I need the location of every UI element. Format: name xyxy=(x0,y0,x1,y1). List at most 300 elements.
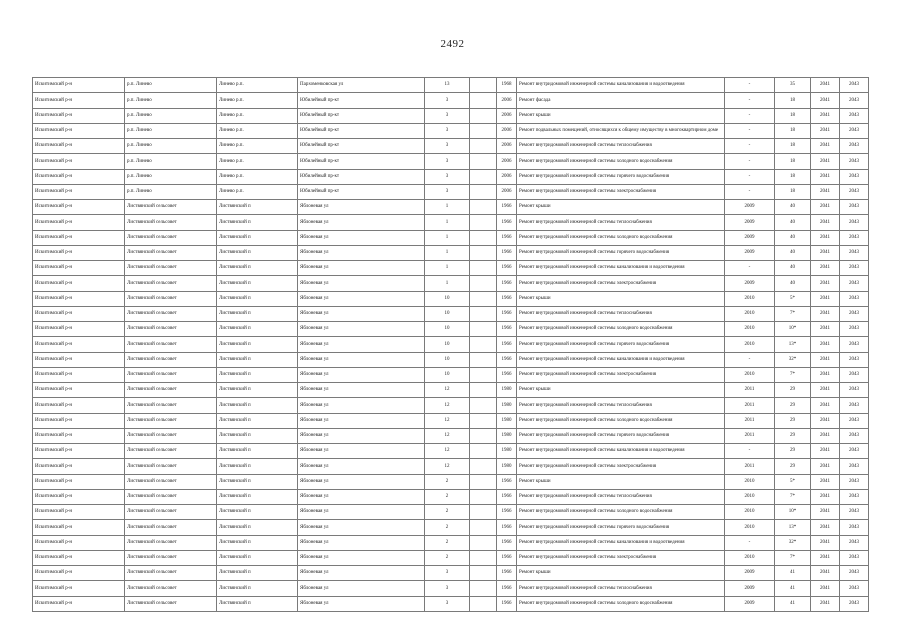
cell-house-number: 10 xyxy=(425,291,470,306)
cell-settlement: Линево р.п. xyxy=(217,169,298,184)
cell-period-end: 2043 xyxy=(840,306,869,321)
table-row xyxy=(33,200,869,215)
cell-last-repair-year: 2010 xyxy=(725,474,775,489)
cell-last-repair-year: 2011 xyxy=(725,428,775,443)
cell-street: Юбилейный пр-кт xyxy=(298,154,425,169)
cell-municipality: Листвянский сельсовет xyxy=(125,596,217,611)
cell-municipality: р.п. Линево xyxy=(125,139,217,154)
cell-work-type: Ремонт внутридомовой инженерной системы электроснабжения xyxy=(517,459,725,474)
cell-settlement: Листвянский п xyxy=(217,520,298,535)
cell-municipality: Листвянский сельсовет xyxy=(125,261,217,276)
cell-wear-percent: 7* xyxy=(775,367,811,382)
cell-house-number: 3 xyxy=(425,581,470,596)
cell-work-type: Ремонт внутридомовой инженерной системы горячего водоснабжения xyxy=(517,169,725,184)
cell-year-built: 1966 xyxy=(497,505,517,520)
cell-period-end: 2043 xyxy=(840,459,869,474)
cell-year-built: 1966 xyxy=(497,306,517,321)
cell-street: Яблоневая ул xyxy=(298,383,425,398)
cell-street: Яблоневая ул xyxy=(298,596,425,611)
cell-period-end: 2043 xyxy=(840,139,869,154)
cell-district: Искитимский р-н xyxy=(33,337,125,352)
cell-building xyxy=(470,596,497,611)
cell-last-repair-year: - xyxy=(725,352,775,367)
cell-work-type: Ремонт крыши xyxy=(517,474,725,489)
cell-period-end: 2043 xyxy=(840,444,869,459)
cell-district: Искитимский р-н xyxy=(33,230,125,245)
cell-period-start: 2041 xyxy=(811,108,840,123)
cell-street: Яблоневая ул xyxy=(298,505,425,520)
cell-house-number: 10 xyxy=(425,367,470,382)
table-row xyxy=(33,428,869,443)
cell-year-built: 1966 xyxy=(497,581,517,596)
cell-year-built: 2006 xyxy=(497,139,517,154)
cell-year-built: 1966 xyxy=(497,489,517,504)
cell-work-type: Ремонт внутридомовой инженерной системы теплоснабжения xyxy=(517,581,725,596)
cell-municipality: Листвянский сельсовет xyxy=(125,215,217,230)
cell-period-end: 2043 xyxy=(840,184,869,199)
cell-municipality: Листвянский сельсовет xyxy=(125,505,217,520)
cell-district: Искитимский р-н xyxy=(33,306,125,321)
table-row xyxy=(33,566,869,581)
cell-house-number: 3 xyxy=(425,596,470,611)
cell-municipality: р.п. Линево xyxy=(125,154,217,169)
cell-district: Искитимский р-н xyxy=(33,596,125,611)
cell-period-end: 2043 xyxy=(840,474,869,489)
cell-period-end: 2043 xyxy=(840,108,869,123)
cell-year-built: 1980 xyxy=(497,413,517,428)
cell-wear-percent: 32* xyxy=(775,535,811,550)
cell-year-built: 2006 xyxy=(497,108,517,123)
cell-period-end: 2043 xyxy=(840,398,869,413)
cell-last-repair-year: - xyxy=(725,93,775,108)
cell-wear-percent: 41 xyxy=(775,596,811,611)
cell-street: Яблоневая ул xyxy=(298,459,425,474)
table-row xyxy=(33,306,869,321)
cell-last-repair-year: - xyxy=(725,108,775,123)
cell-wear-percent: 35 xyxy=(775,78,811,93)
table-row xyxy=(33,352,869,367)
cell-building xyxy=(470,93,497,108)
cell-street: Юбилейный пр-кт xyxy=(298,139,425,154)
cell-period-end: 2043 xyxy=(840,245,869,260)
cell-house-number: 1 xyxy=(425,276,470,291)
cell-municipality: Листвянский сельсовет xyxy=(125,200,217,215)
cell-wear-percent: 5* xyxy=(775,474,811,489)
cell-year-built: 1980 xyxy=(497,459,517,474)
table-row xyxy=(33,413,869,428)
cell-year-built: 1966 xyxy=(497,230,517,245)
cell-settlement: Листвянский п xyxy=(217,581,298,596)
cell-street: Яблоневая ул xyxy=(298,200,425,215)
cell-street: Яблоневая ул xyxy=(298,428,425,443)
cell-year-built: 1966 xyxy=(497,215,517,230)
cell-building xyxy=(470,245,497,260)
cell-building xyxy=(470,184,497,199)
cell-period-end: 2043 xyxy=(840,93,869,108)
cell-settlement: Листвянский п xyxy=(217,337,298,352)
cell-period-start: 2041 xyxy=(811,139,840,154)
cell-building xyxy=(470,169,497,184)
cell-period-start: 2041 xyxy=(811,581,840,596)
cell-last-repair-year: 2009 xyxy=(725,566,775,581)
table-row xyxy=(33,337,869,352)
cell-street: Яблоневая ул xyxy=(298,550,425,565)
cell-work-type: Ремонт внутридомовой инженерной системы канализования и водоотведения xyxy=(517,261,725,276)
cell-municipality: р.п. Линево xyxy=(125,108,217,123)
cell-settlement: Листвянский п xyxy=(217,596,298,611)
cell-wear-percent: 40 xyxy=(775,276,811,291)
cell-last-repair-year: 2009 xyxy=(725,230,775,245)
cell-street: Яблоневая ул xyxy=(298,261,425,276)
cell-settlement: Линево р.п. xyxy=(217,184,298,199)
table-row xyxy=(33,550,869,565)
cell-wear-percent: 40 xyxy=(775,215,811,230)
cell-house-number: 13 xyxy=(425,78,470,93)
cell-settlement: Линево р.п. xyxy=(217,78,298,93)
cell-district: Искитимский р-н xyxy=(33,245,125,260)
cell-wear-percent: 18 xyxy=(775,154,811,169)
cell-wear-percent: 7* xyxy=(775,550,811,565)
cell-last-repair-year: - xyxy=(725,169,775,184)
cell-wear-percent: 29 xyxy=(775,383,811,398)
cell-house-number: 12 xyxy=(425,383,470,398)
cell-period-start: 2041 xyxy=(811,291,840,306)
cell-work-type: Ремонт внутридомовой инженерной системы канализования и водоотведения xyxy=(517,352,725,367)
cell-work-type: Ремонт внутридомовой инженерной системы холодного водоснабжения xyxy=(517,596,725,611)
cell-municipality: р.п. Линево xyxy=(125,78,217,93)
table-row xyxy=(33,276,869,291)
cell-street: Яблоневая ул xyxy=(298,306,425,321)
cell-period-start: 2041 xyxy=(811,566,840,581)
cell-last-repair-year: 2010 xyxy=(725,489,775,504)
cell-building xyxy=(470,550,497,565)
cell-municipality: р.п. Линево xyxy=(125,184,217,199)
cell-settlement: Листвянский п xyxy=(217,505,298,520)
table-row xyxy=(33,230,869,245)
cell-district: Искитимский р-н xyxy=(33,581,125,596)
cell-house-number: 3 xyxy=(425,93,470,108)
cell-building xyxy=(470,383,497,398)
cell-municipality: р.п. Линево xyxy=(125,93,217,108)
cell-wear-percent: 18 xyxy=(775,93,811,108)
cell-house-number: 10 xyxy=(425,337,470,352)
cell-settlement: Листвянский п xyxy=(217,322,298,337)
cell-district: Искитимский р-н xyxy=(33,276,125,291)
cell-work-type: Ремонт внутридомовой инженерной системы канализования и водоотведения xyxy=(517,444,725,459)
cell-period-end: 2043 xyxy=(840,566,869,581)
cell-building xyxy=(470,123,497,138)
cell-period-start: 2041 xyxy=(811,169,840,184)
cell-last-repair-year: - xyxy=(725,139,775,154)
cell-wear-percent: 5* xyxy=(775,291,811,306)
cell-settlement: Листвянский п xyxy=(217,444,298,459)
cell-work-type: Ремонт внутридомовой инженерной системы горячего водоснабжения xyxy=(517,428,725,443)
cell-settlement: Листвянский п xyxy=(217,352,298,367)
cell-house-number: 12 xyxy=(425,398,470,413)
cell-municipality: Листвянский сельсовет xyxy=(125,550,217,565)
cell-settlement: Листвянский п xyxy=(217,291,298,306)
cell-house-number: 3 xyxy=(425,154,470,169)
cell-wear-percent: 41 xyxy=(775,581,811,596)
cell-district: Искитимский р-н xyxy=(33,215,125,230)
cell-work-type: Ремонт внутридомовой инженерной системы электроснабжения xyxy=(517,276,725,291)
cell-wear-percent: 40 xyxy=(775,261,811,276)
cell-year-built: 2006 xyxy=(497,184,517,199)
cell-period-end: 2043 xyxy=(840,428,869,443)
cell-settlement: Листвянский п xyxy=(217,398,298,413)
cell-year-built: 1966 xyxy=(497,352,517,367)
cell-district: Искитимский р-н xyxy=(33,108,125,123)
cell-district: Искитимский р-н xyxy=(33,261,125,276)
cell-district: Искитимский р-н xyxy=(33,169,125,184)
cell-period-end: 2043 xyxy=(840,489,869,504)
cell-district: Искитимский р-н xyxy=(33,78,125,93)
cell-settlement: Листвянский п xyxy=(217,215,298,230)
cell-house-number: 1 xyxy=(425,200,470,215)
cell-work-type: Ремонт внутридомовой инженерной системы электроснабжения xyxy=(517,184,725,199)
cell-municipality: Листвянский сельсовет xyxy=(125,230,217,245)
cell-wear-percent: 18 xyxy=(775,123,811,138)
cell-last-repair-year: 2009 xyxy=(725,276,775,291)
cell-period-end: 2043 xyxy=(840,367,869,382)
cell-period-start: 2041 xyxy=(811,444,840,459)
table-row xyxy=(33,322,869,337)
cell-last-repair-year: - xyxy=(725,261,775,276)
cell-house-number: 12 xyxy=(425,444,470,459)
cell-district: Искитимский р-н xyxy=(33,200,125,215)
cell-work-type: Ремонт внутридомовой инженерной системы холодного водоснабжения xyxy=(517,322,725,337)
cell-street: Яблоневая ул xyxy=(298,215,425,230)
cell-period-end: 2043 xyxy=(840,276,869,291)
cell-settlement: Листвянский п xyxy=(217,550,298,565)
cell-house-number: 1 xyxy=(425,245,470,260)
cell-house-number: 3 xyxy=(425,184,470,199)
cell-last-repair-year: 2010 xyxy=(725,520,775,535)
table-row xyxy=(33,139,869,154)
cell-period-end: 2043 xyxy=(840,230,869,245)
cell-building xyxy=(470,230,497,245)
cell-year-built: 1966 xyxy=(497,520,517,535)
cell-municipality: Листвянский сельсовет xyxy=(125,291,217,306)
cell-municipality: Листвянский сельсовет xyxy=(125,276,217,291)
cell-building xyxy=(470,322,497,337)
cell-street: Яблоневая ул xyxy=(298,413,425,428)
table-row xyxy=(33,215,869,230)
cell-period-start: 2041 xyxy=(811,93,840,108)
cell-settlement: Линево р.п. xyxy=(217,123,298,138)
cell-building xyxy=(470,581,497,596)
cell-period-end: 2043 xyxy=(840,352,869,367)
cell-wear-percent: 18 xyxy=(775,169,811,184)
cell-last-repair-year: 2011 xyxy=(725,459,775,474)
table-row xyxy=(33,108,869,123)
cell-period-start: 2041 xyxy=(811,215,840,230)
cell-house-number: 12 xyxy=(425,459,470,474)
cell-last-repair-year: 2011 xyxy=(725,413,775,428)
cell-building xyxy=(470,291,497,306)
cell-period-start: 2041 xyxy=(811,550,840,565)
cell-house-number: 1 xyxy=(425,230,470,245)
cell-house-number: 2 xyxy=(425,520,470,535)
cell-building xyxy=(470,459,497,474)
cell-wear-percent: 18 xyxy=(775,108,811,123)
cell-work-type: Ремонт подвальных помещений, относящихся к общему имуществу в многоквартирном доме xyxy=(517,123,725,138)
cell-period-end: 2043 xyxy=(840,383,869,398)
cell-work-type: Ремонт внутридомовой инженерной системы теплоснабжения xyxy=(517,215,725,230)
cell-work-type: Ремонт внутридомовой инженерной системы электроснабжения xyxy=(517,367,725,382)
cell-district: Искитимский р-н xyxy=(33,474,125,489)
cell-period-end: 2043 xyxy=(840,200,869,215)
table-row xyxy=(33,581,869,596)
cell-year-built: 1966 xyxy=(497,367,517,382)
cell-last-repair-year: - xyxy=(725,123,775,138)
cell-period-end: 2043 xyxy=(840,581,869,596)
cell-work-type: Ремонт внутридомовой инженерной системы теплоснабжения xyxy=(517,398,725,413)
cell-wear-percent: 18 xyxy=(775,184,811,199)
cell-street: Яблоневая ул xyxy=(298,520,425,535)
cell-house-number: 1 xyxy=(425,215,470,230)
table-row xyxy=(33,505,869,520)
cell-municipality: Листвянский сельсовет xyxy=(125,581,217,596)
cell-municipality: Листвянский сельсовет xyxy=(125,352,217,367)
cell-period-start: 2041 xyxy=(811,276,840,291)
table-row xyxy=(33,154,869,169)
cell-building xyxy=(470,444,497,459)
cell-settlement: Листвянский п xyxy=(217,489,298,504)
cell-work-type: Ремонт крыши xyxy=(517,200,725,215)
cell-year-built: 1966 xyxy=(497,566,517,581)
table-row xyxy=(33,123,869,138)
cell-street: Яблоневая ул xyxy=(298,398,425,413)
cell-municipality: р.п. Линево xyxy=(125,123,217,138)
cell-year-built: 1980 xyxy=(497,444,517,459)
cell-street: Юбилейный пр-кт xyxy=(298,93,425,108)
cell-street: Яблоневая ул xyxy=(298,230,425,245)
cell-street: Яблоневая ул xyxy=(298,367,425,382)
cell-house-number: 10 xyxy=(425,352,470,367)
cell-period-end: 2043 xyxy=(840,169,869,184)
table-row xyxy=(33,169,869,184)
cell-building xyxy=(470,306,497,321)
cell-district: Искитимский р-н xyxy=(33,383,125,398)
cell-wear-percent: 7* xyxy=(775,306,811,321)
cell-house-number: 2 xyxy=(425,505,470,520)
cell-period-end: 2043 xyxy=(840,520,869,535)
cell-period-start: 2041 xyxy=(811,123,840,138)
cell-wear-percent: 29 xyxy=(775,428,811,443)
cell-year-built: 1966 xyxy=(497,337,517,352)
cell-period-start: 2041 xyxy=(811,154,840,169)
cell-municipality: Листвянский сельсовет xyxy=(125,428,217,443)
cell-municipality: Листвянский сельсовет xyxy=(125,520,217,535)
cell-year-built: 1966 xyxy=(497,474,517,489)
cell-settlement: Листвянский п xyxy=(217,245,298,260)
cell-district: Искитимский р-н xyxy=(33,413,125,428)
table-row xyxy=(33,245,869,260)
cell-street: Яблоневая ул xyxy=(298,581,425,596)
cell-municipality: Листвянский сельсовет xyxy=(125,367,217,382)
cell-work-type: Ремонт внутридомовой инженерной системы холодного водоснабжения xyxy=(517,230,725,245)
cell-work-type: Ремонт внутридомовой инженерной системы теплоснабжения xyxy=(517,306,725,321)
table-row xyxy=(33,367,869,382)
cell-year-built: 1980 xyxy=(497,398,517,413)
cell-year-built: 1966 xyxy=(497,596,517,611)
cell-municipality: Листвянский сельсовет xyxy=(125,413,217,428)
cell-settlement: Листвянский п xyxy=(217,230,298,245)
cell-last-repair-year: 2009 xyxy=(725,581,775,596)
cell-district: Искитимский р-н xyxy=(33,139,125,154)
cell-street: Яблоневая ул xyxy=(298,291,425,306)
cell-building xyxy=(470,200,497,215)
cell-settlement: Листвянский п xyxy=(217,566,298,581)
cell-work-type: Ремонт внутридомовой инженерной системы канализования и водоотведения xyxy=(517,535,725,550)
cell-house-number: 2 xyxy=(425,535,470,550)
cell-settlement: Листвянский п xyxy=(217,200,298,215)
cell-street: Яблоневая ул xyxy=(298,352,425,367)
table-row xyxy=(33,398,869,413)
cell-period-end: 2043 xyxy=(840,505,869,520)
cell-work-type: Ремонт внутридомовой инженерной системы горячего водоснабжения xyxy=(517,337,725,352)
cell-municipality: р.п. Линево xyxy=(125,169,217,184)
cell-year-built: 1966 xyxy=(497,245,517,260)
cell-building xyxy=(470,535,497,550)
cell-period-start: 2041 xyxy=(811,489,840,504)
cell-period-end: 2043 xyxy=(840,154,869,169)
cell-street: Яблоневая ул xyxy=(298,245,425,260)
cell-district: Искитимский р-н xyxy=(33,444,125,459)
cell-house-number: 1 xyxy=(425,261,470,276)
table-row xyxy=(33,520,869,535)
repair-schedule-table xyxy=(32,77,869,612)
cell-house-number: 10 xyxy=(425,322,470,337)
cell-year-built: 1966 xyxy=(497,550,517,565)
table-row xyxy=(33,474,869,489)
cell-period-start: 2041 xyxy=(811,245,840,260)
cell-period-start: 2041 xyxy=(811,413,840,428)
cell-district: Искитимский р-н xyxy=(33,352,125,367)
cell-period-start: 2041 xyxy=(811,78,840,93)
cell-period-start: 2041 xyxy=(811,200,840,215)
cell-last-repair-year: 2010 xyxy=(725,291,775,306)
cell-period-start: 2041 xyxy=(811,459,840,474)
cell-municipality: Листвянский сельсовет xyxy=(125,474,217,489)
cell-street: Яблоневая ул xyxy=(298,337,425,352)
cell-municipality: Листвянский сельсовет xyxy=(125,444,217,459)
cell-period-end: 2043 xyxy=(840,596,869,611)
cell-settlement: Линево р.п. xyxy=(217,93,298,108)
cell-street: Яблоневая ул xyxy=(298,489,425,504)
cell-last-repair-year: 2011 xyxy=(725,383,775,398)
cell-street: Пархоменковская ул xyxy=(298,78,425,93)
cell-year-built: 1966 xyxy=(497,291,517,306)
cell-street: Яблоневая ул xyxy=(298,322,425,337)
cell-house-number: 3 xyxy=(425,139,470,154)
cell-street: Яблоневая ул xyxy=(298,535,425,550)
cell-period-end: 2043 xyxy=(840,78,869,93)
cell-building xyxy=(470,428,497,443)
cell-district: Искитимский р-н xyxy=(33,398,125,413)
table-row xyxy=(33,383,869,398)
cell-municipality: Листвянский сельсовет xyxy=(125,459,217,474)
cell-settlement: Листвянский п xyxy=(217,413,298,428)
cell-building xyxy=(470,367,497,382)
cell-building xyxy=(470,154,497,169)
cell-district: Искитимский р-н xyxy=(33,154,125,169)
cell-work-type: Ремонт крыши xyxy=(517,383,725,398)
cell-year-built: 1966 xyxy=(497,261,517,276)
cell-period-start: 2041 xyxy=(811,230,840,245)
cell-building xyxy=(470,566,497,581)
